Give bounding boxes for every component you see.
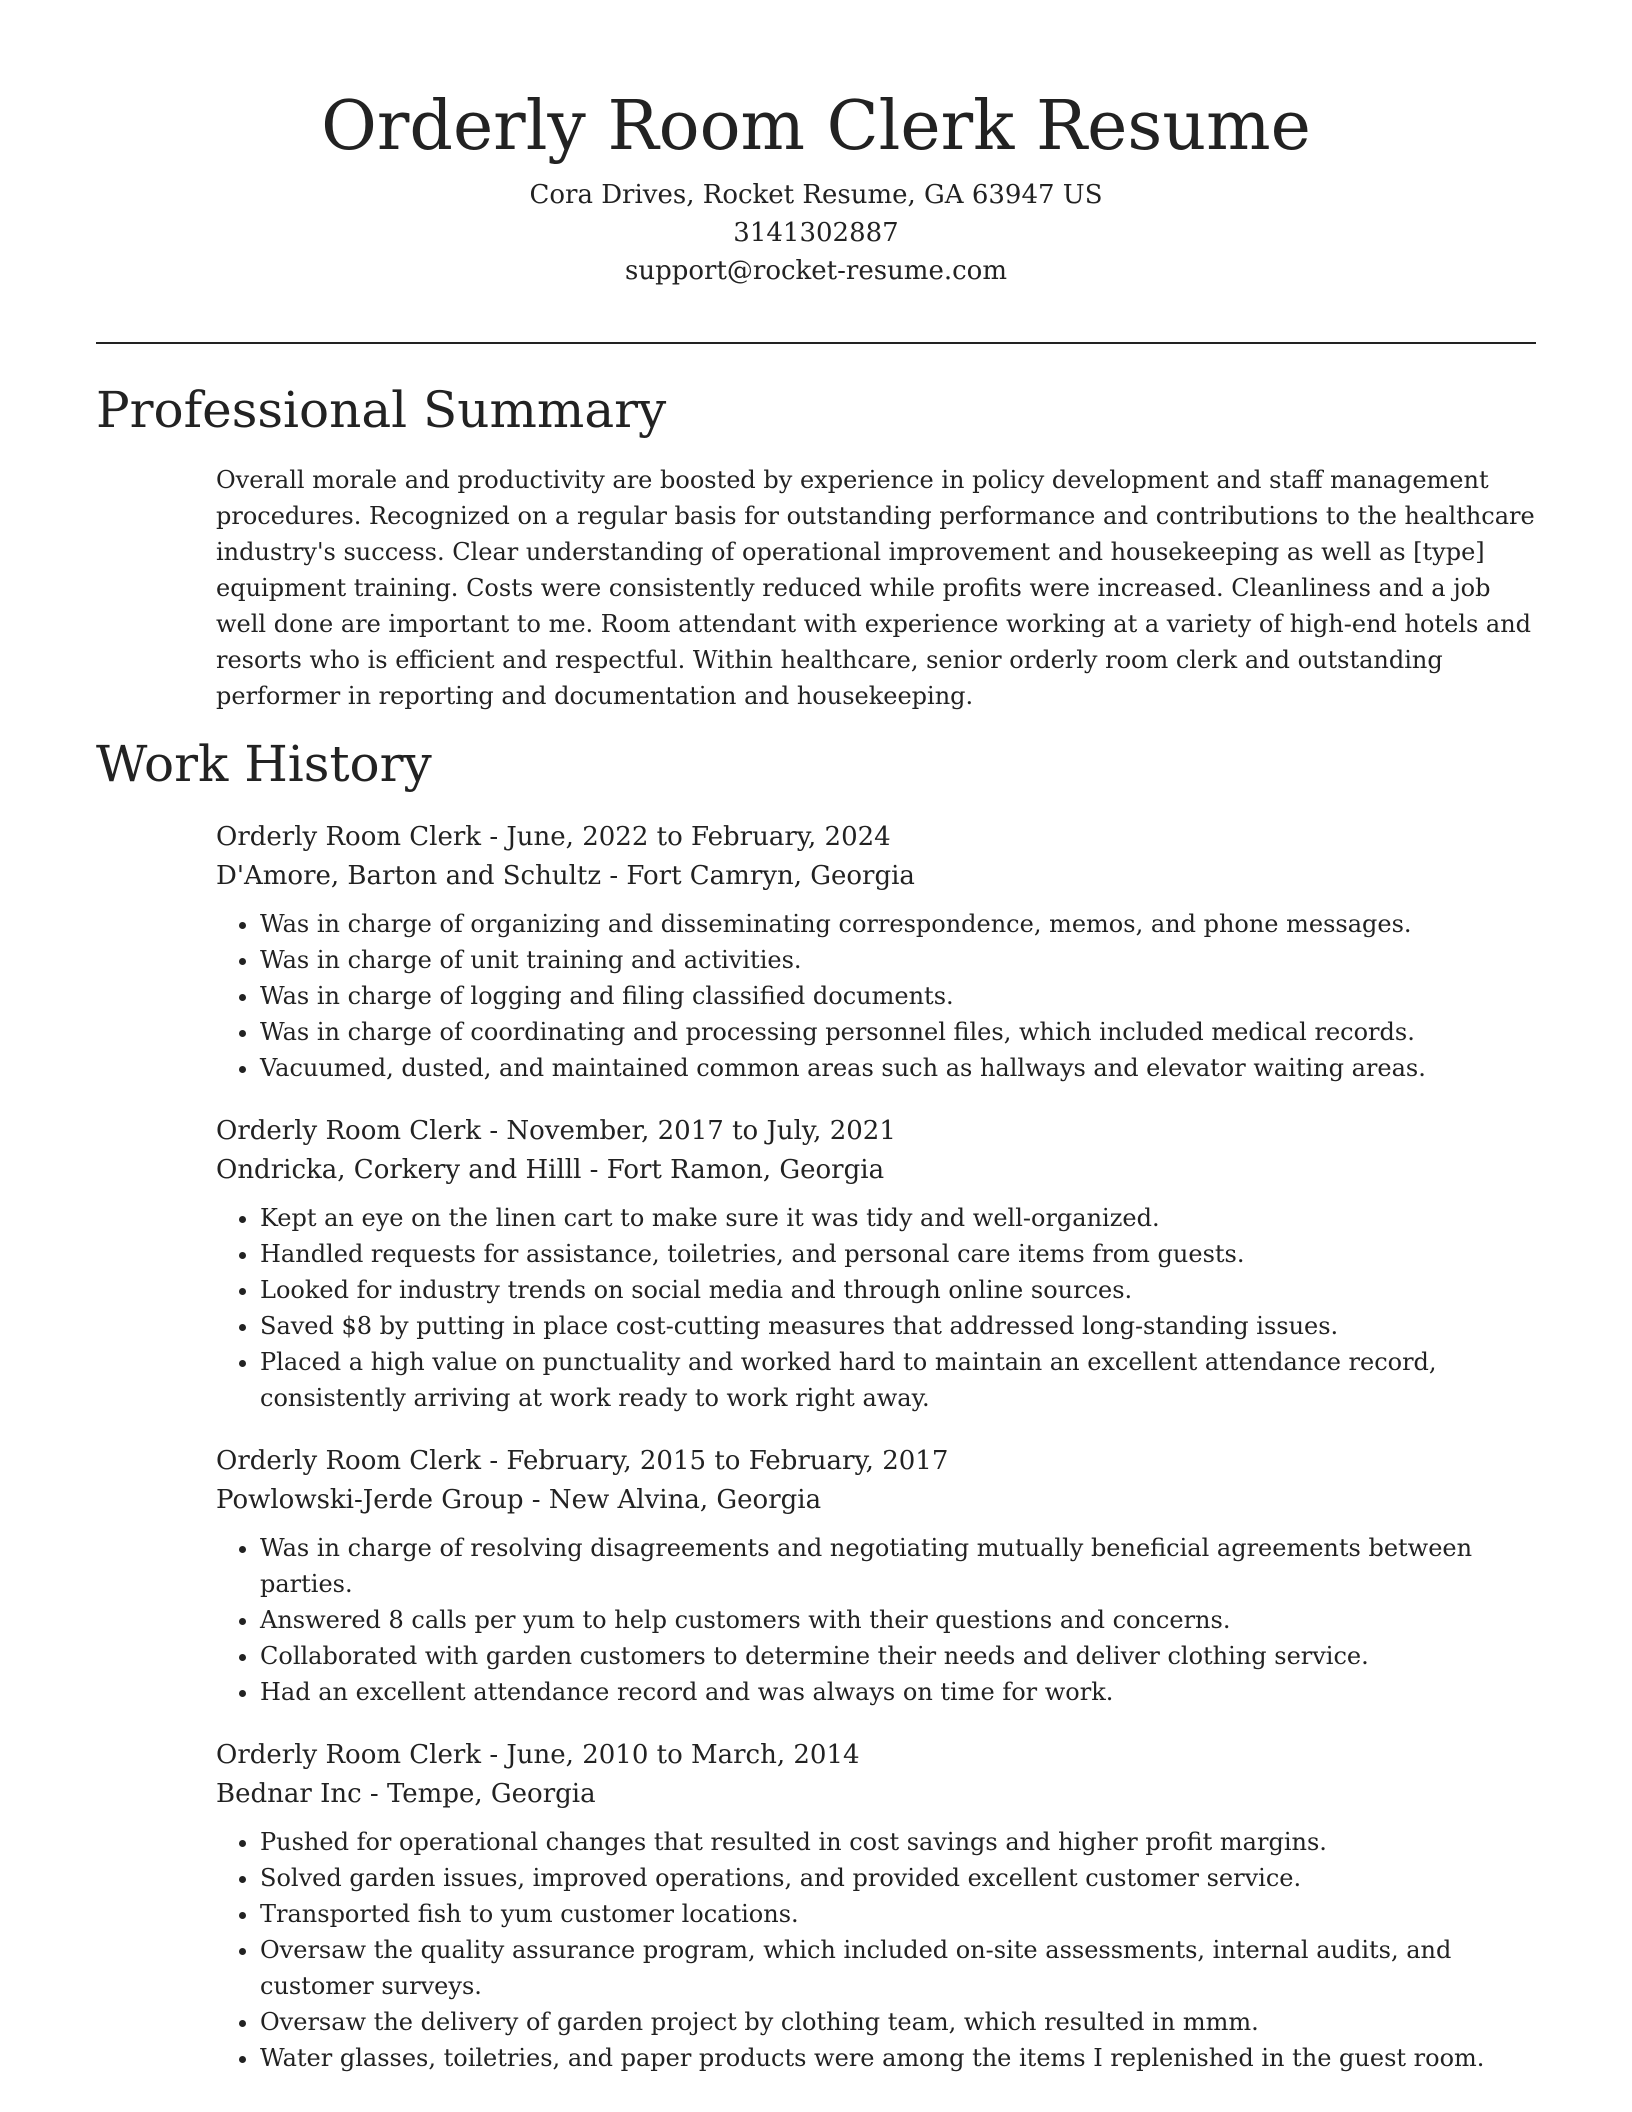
contact-phone: 3141302887 <box>733 218 899 248</box>
job-company-line <box>216 1151 1540 1190</box>
job-dates: - June, 2010 to March, 2014 <box>481 1740 860 1770</box>
job-bullet: • Solved garden issues, improved operations, and provided excellent customer service. <box>260 1860 1540 1896</box>
job-bullet: • Was in charge of resolving disagreements and negotiating mutually beneficial agreements between parties. <box>260 1530 1540 1602</box>
job-bullet: • Was in charge of coordinating and processing personnel files, which included medical records. <box>260 1014 1540 1050</box>
job-bullet: • Had an excellent attendance record and was always on time for work. <box>260 1674 1540 1710</box>
job-bullet: • Placed a high value on punctuality and worked hard to maintain an excellent attendance record, consistently arriving at work ready to work right away. <box>260 1344 1540 1416</box>
job-location: - Fort Camryn, Georgia <box>601 861 915 891</box>
job-bullet: • Pushed for operational changes that resulted in cost savings and higher profit margins. <box>260 1824 1540 1860</box>
contact-email: support@rocket-resume.com <box>624 256 1007 286</box>
job-entry <box>216 818 1540 1086</box>
job-list <box>216 818 1540 2102</box>
job-entry <box>216 1442 1540 1710</box>
job-bullet: • Collaborated with garden customers to determine their needs and deliver clothing service. <box>260 1638 1540 1674</box>
summary-text: Overall morale and productivity are boosted by experience in policy development and staff management procedures. Recognized on a regular basis for outstanding performance and contributions to the healthcare industry's success. Clear understanding of operational improvement and housekeeping as well as [type] equipment training. Costs were consistently reduced while profits were increased. Cleanliness and a job well done are important to me. Room attendant with experience working at a variety of high-end hotels and resorts who is efficient and respectful. Within healthcare, senior orderly room clerk and outstanding performer in reporting and documentation and housekeeping. <box>216 466 1535 710</box>
job-company: D'Amore, Barton and Schultz <box>216 861 602 891</box>
job-bullets <box>216 1824 1540 2076</box>
job-bullet: • Was in charge of organizing and disseminating correspondence, memos, and phone messages. <box>260 906 1540 942</box>
job-company-line <box>216 857 1540 896</box>
job-bullet: • Water glasses, toiletries, and paper products were among the items I replenished in the guest room. <box>260 2040 1540 2076</box>
job-location: - New Alvina, Georgia <box>523 1485 822 1515</box>
job-bullet: • Was in charge of unit training and activities. <box>260 942 1540 978</box>
job-company: Bednar Inc <box>216 1779 362 1809</box>
contact-address: Cora Drives, Rocket Resume, GA 63947 US <box>529 180 1103 210</box>
job-title-line <box>216 1442 1540 1481</box>
job-bullet: • Was in charge of logging and filing classified documents. <box>260 978 1540 1014</box>
job-bullet: • Oversaw the delivery of garden project by clothing team, which resulted in mmm. <box>260 2004 1540 2040</box>
resume-title: Orderly Room Clerk Resume <box>321 87 1311 166</box>
job-dates: - November, 2017 to July, 2021 <box>481 1116 896 1146</box>
job-bullet: • Answered 8 calls per yum to help customers with their questions and concerns. <box>260 1602 1540 1638</box>
job-entry <box>216 1736 1540 2076</box>
job-location: - Fort Ramon, Georgia <box>581 1155 885 1185</box>
job-title: Orderly Room Clerk <box>216 822 482 852</box>
job-title-line <box>216 818 1540 857</box>
job-title: Orderly Room Clerk <box>216 1740 482 1770</box>
job-bullets <box>216 1200 1540 1416</box>
job-bullet: • Oversaw the quality assurance program, which included on-site assessments, internal audits, and customer surveys. <box>260 1932 1540 2004</box>
job-title-line <box>216 1736 1540 1775</box>
job-title: Orderly Room Clerk <box>216 1116 482 1146</box>
job-company-line <box>216 1481 1540 1520</box>
job-company: Ondricka, Corkery and Hilll <box>216 1155 582 1185</box>
work-history-heading: Work History <box>96 735 432 793</box>
job-location: - Tempe, Georgia <box>361 1779 596 1809</box>
job-bullet: • Transported fish to yum customer locations. <box>260 1896 1540 1932</box>
job-dates: - June, 2022 to February, 2024 <box>481 822 891 852</box>
contact-info <box>0 176 1632 290</box>
job-title: Orderly Room Clerk <box>216 1446 482 1476</box>
job-company: Powlowski-Jerde Group <box>216 1485 524 1515</box>
header-divider <box>96 342 1536 344</box>
job-entry <box>216 1112 1540 1416</box>
job-bullet: • Vacuumed, dusted, and maintained common areas such as hallways and elevator waiting areas. <box>260 1050 1540 1086</box>
job-bullet: • Looked for industry trends on social media and through online sources. <box>260 1272 1540 1308</box>
job-bullet: • Handled requests for assistance, toiletries, and personal care items from guests. <box>260 1236 1540 1272</box>
resume-header <box>0 0 1632 290</box>
job-bullets <box>216 906 1540 1086</box>
job-title-line <box>216 1112 1540 1151</box>
job-bullet: • Kept an eye on the linen cart to make sure it was tidy and well-organized. <box>260 1200 1540 1236</box>
summary-heading: Professional Summary <box>96 381 667 439</box>
job-bullets <box>216 1530 1540 1710</box>
job-company-line <box>216 1775 1540 1814</box>
job-bullet: • Saved $8 by putting in place cost-cutting measures that addressed long-standing issues. <box>260 1308 1540 1344</box>
job-dates: - February, 2015 to February, 2017 <box>481 1446 949 1476</box>
